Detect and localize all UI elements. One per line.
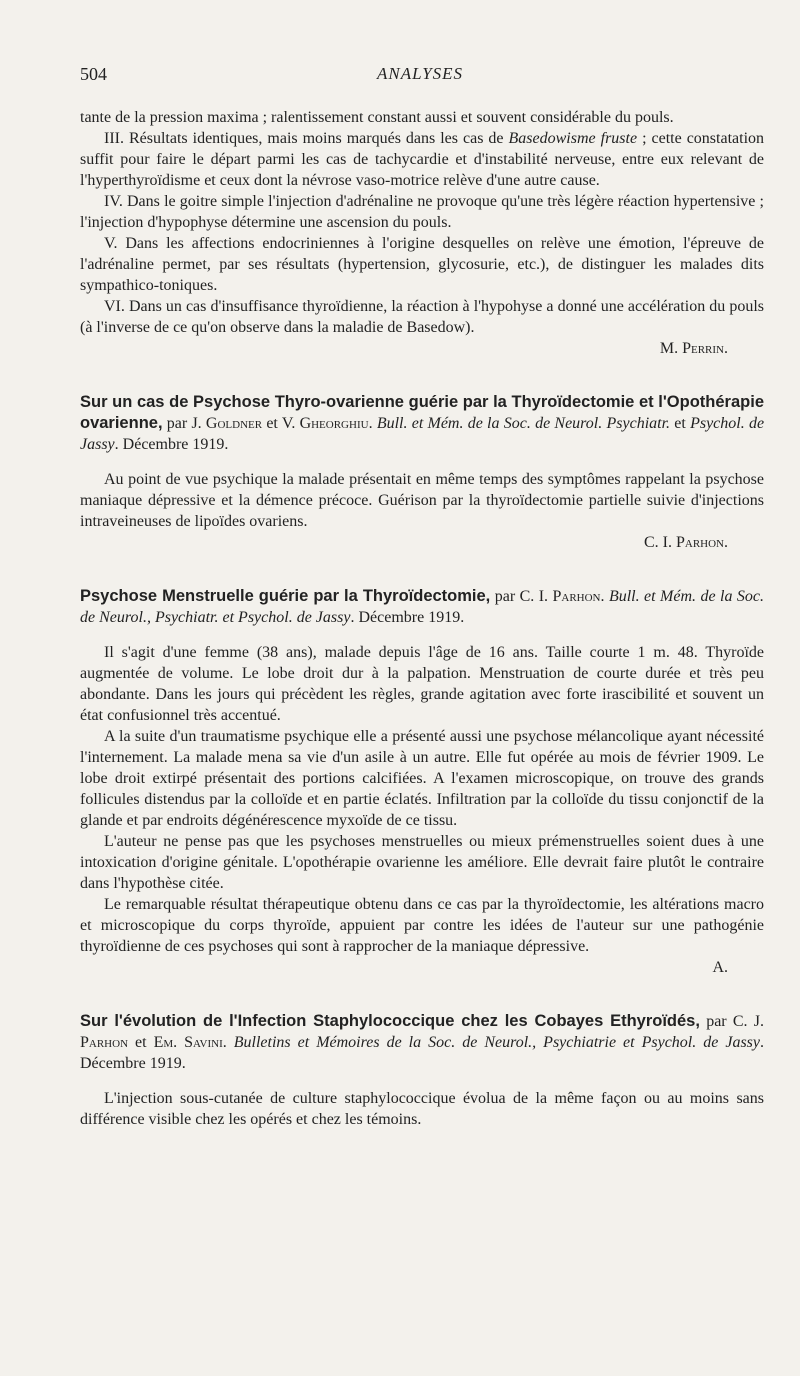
author-name: Goldner [205, 415, 263, 432]
journal-name: Bull. et Mém. de la Soc. de Neurol. Psychiatr. [376, 415, 671, 432]
article-body-p2: A la suite d'un traumatisme psychique elle a présenté aussi une psychose mélancolique ayant nécessité l'internement. La malade mena sa vie d'un asile à un autre. Elle fut opérée au mois de février 1909. Le lobe droit extirpé présentait des portions calcifiées. A l'examen microscopique, on trouve des grands follicules distendus par la colloïde et en partie éclatés. Infiltration par la colloïde du tissu conjonctif de la glande et par endroits dégénérescence myxoïde de ce tissu. [80, 728, 764, 829]
article-body-p1: Il s'agit d'une femme (38 ans), malade depuis l'âge de 16 ans. Taille courte 1 m. 48. Thyroïde augmentée de volume. Le lobe droit dur à la palpation. Menstruation de courte durée et très peu abondante. Dans les jours qui précèdent les règles, grande agitation avec forte irascibilité et souvent un état confusionnel très accentué. [80, 644, 764, 724]
author-name: Parhon [552, 588, 601, 605]
text: . [600, 588, 609, 605]
author-name: Em. Savini [153, 1034, 223, 1051]
publication-date: . Décembre 1919. [350, 609, 465, 626]
article-heading-infection-staphylococcique [80, 1011, 764, 1074]
paragraph-iv: IV. Dans le goitre simple l'injection d'adrénaline ne provoque qu'une très légère réaction hypertensive ; l'injection d'hypophyse détermine une ascension du pouls. [80, 193, 764, 231]
text: et [670, 415, 691, 432]
article-heading-psychose-menstruelle [80, 586, 764, 628]
publication-date: . Décembre 1919. [114, 436, 229, 453]
text: ; cette constatation suffit pour faire le départ parmi les cas de tachycardie et d'instabilité nerveuse, entre eux relevant de l'hyperthyroïdisme et ceux dont la névrose vaso-motrice relève d'une autre cause. [80, 130, 765, 189]
paragraph-continued: tante de la pression maxima ; ralentissement constant aussi et souvent considérable du pouls. [80, 109, 674, 126]
author-name: Gheorghiu [299, 415, 369, 432]
signature-a: A. [712, 959, 728, 976]
publication-date: . Décembre 1919. [80, 1034, 764, 1072]
journal-name: Bulletins et Mémoires de la Soc. de Neurol., Psychiatrie et Psychol. de Jassy [233, 1034, 760, 1051]
article-title: Sur l'évolution de l'Infection Staphylococcique chez les Cobayes Ethyroïdés, [80, 1012, 700, 1030]
page-number: 504 [80, 64, 107, 84]
text: et V. [262, 415, 300, 432]
article-citation [80, 392, 764, 455]
text: par C. J. [699, 1013, 765, 1030]
text: par C. I. [490, 588, 553, 605]
article-title: Psychose Menstruelle guérie par la Thyroïdectomie, [80, 587, 491, 605]
paragraph-vi: VI. Dans un cas d'insuffisance thyroïdienne, la réaction à l'hypohyse a donné une accélération du pouls (à l'inverse de ce qu'on observe dans la maladie de Basedow). [80, 298, 764, 336]
text: III. Résultats identiques, mais moins marqués dans les cas de [104, 130, 509, 147]
article-heading-psychose-thyro-ovarienne [80, 392, 764, 455]
text: . [368, 415, 377, 432]
signature-perrin: M. Perrin. [659, 340, 728, 357]
text: par J. [162, 415, 206, 432]
article-body-p3: L'auteur ne pense pas que les psychoses menstruelles ou mieux prémenstruelles soient dues à une intoxication d'origine génitale. L'opothérapie ovarienne les améliore. Elle devrait faire plutôt le contraire dans l'hypothèse citée. [80, 833, 764, 892]
signature-parhon: C. I. Parhon. [643, 534, 728, 551]
journal-name: Psychol. de Jassy [80, 415, 765, 453]
running-title: ANALYSES [376, 64, 464, 83]
paragraph-iii [80, 128, 764, 191]
journal-name: Bull. et Mém. de la Soc. de Neurol., Psychiatr. et Psychol. de Jassy [80, 588, 765, 626]
page-content [80, 107, 764, 1130]
article-body: Au point de vue psychique la malade présentait en même temps des symptômes rappelant la psychose maniaque dépressive et la démence précoce. Guérison par la thyroïdectomie partielle suivie d'injections intraveineuses de lipoïdes ovariens. [80, 471, 764, 530]
text: et [128, 1034, 154, 1051]
text: . [222, 1034, 234, 1051]
article-citation [80, 1011, 764, 1074]
article-body-p4: Le remarquable résultat thérapeutique obtenu dans ce cas par la thyroïdectomie, les altérations macro et microscopique du corps thyroïde, appuient par contre les idées de l'auteur sur une pathogénie thyroïdienne de ces psychoses qui sont à rapprocher de la maniaque dépressive. [80, 896, 764, 955]
author-name: Parhon [80, 1034, 129, 1051]
italic-term: Basedowisme fruste [508, 130, 638, 147]
article-citation [80, 586, 764, 628]
paragraph-v: V. Dans les affections endocriniennes à l'origine desquelles on relève une émotion, l'épreuve de l'adrénaline permet, par ses résultats (hypertension, glycosurie, etc.), de distinguer les malades dits sympathico-toniques. [80, 235, 764, 294]
article-title: Sur un cas de Psychose Thyro-ovarienne guérie par la Thyroïdectomie et l'Opothérapie ovarienne, [80, 393, 764, 432]
article-body: L'injection sous-cutanée de culture staphylococcique évolua de la même façon ou au moins sans différence visible chez les opérés et chez les témoins. [80, 1090, 764, 1128]
page-header [80, 64, 760, 88]
